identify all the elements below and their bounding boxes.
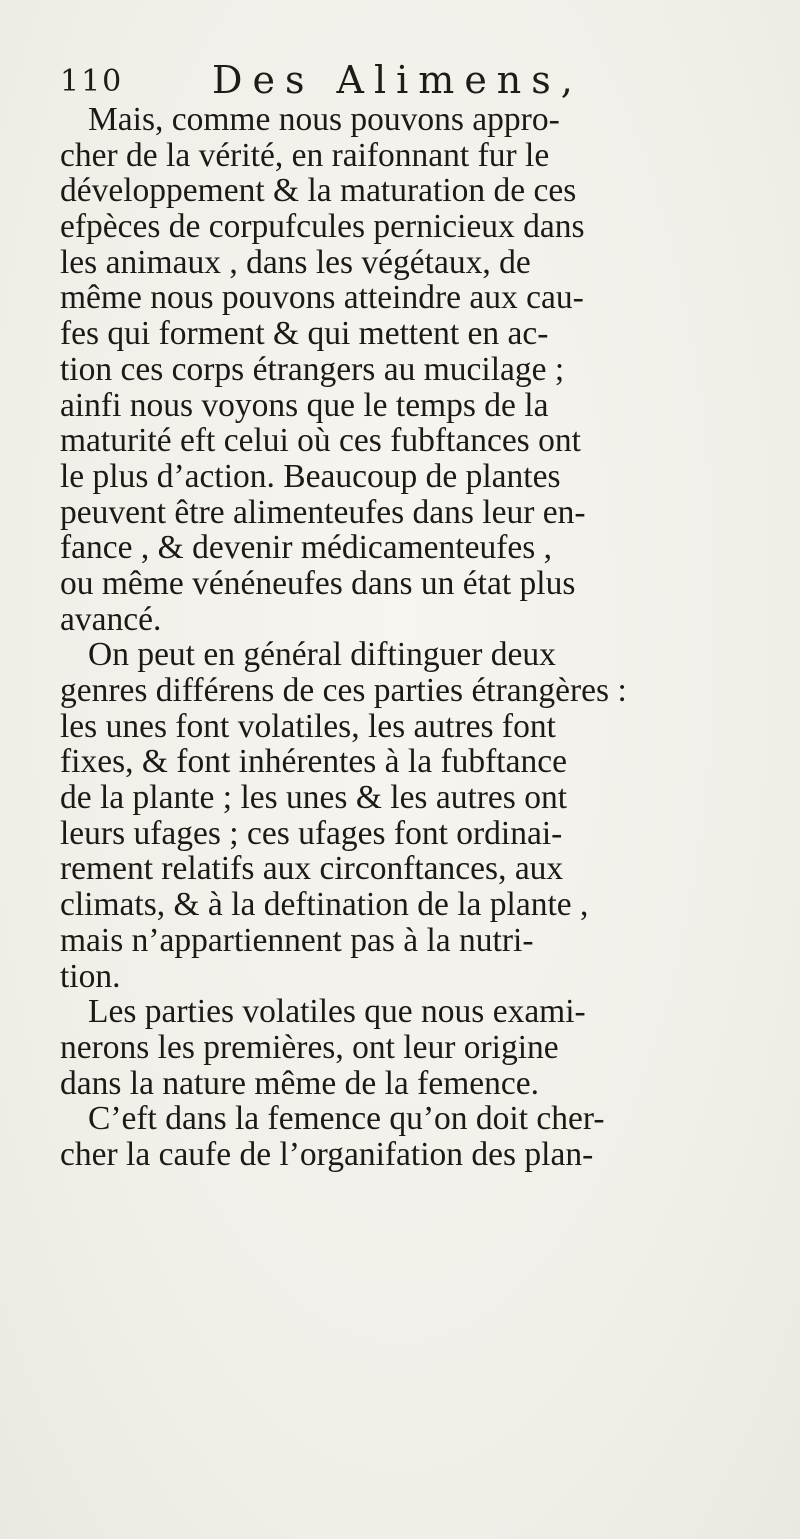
text-line: Les parties volatiles que nous exami- xyxy=(88,993,586,1031)
text-line: les unes font volatiles, les autres font xyxy=(60,707,556,745)
text-line: développement & la maturation de ces xyxy=(60,172,577,210)
text-line: fes qui forment & qui mettent en ac- xyxy=(60,315,549,353)
text-line: cher la caufe de l’organifation des plan- xyxy=(60,1135,594,1173)
text-line: ainfi nous voyons que le temps de la xyxy=(60,386,549,424)
text-line: de la plante ; les unes & les autres ont xyxy=(60,779,568,817)
text-line: fance , & devenir médicamenteufes , xyxy=(60,529,553,567)
text-line: climats, & à la deftination de la plante , xyxy=(60,886,589,924)
text-line: Mais, comme nous pouvons appro- xyxy=(88,101,560,138)
running-title: Des Alimens, xyxy=(212,58,583,102)
text-line: On peut en général diftinguer deux xyxy=(88,636,556,674)
text-line: cher de la vérité, en raifonnant fur le xyxy=(60,136,550,174)
body-text xyxy=(60,102,790,1173)
text-line: ou même vénéneufes dans un état plus xyxy=(60,564,576,602)
text-line: peuvent être alimenteufes dans leur en- xyxy=(60,493,586,531)
text-line: tion. xyxy=(60,957,121,995)
text-line: dans la nature même de la femence. xyxy=(60,1064,539,1102)
text-line: fixes, & font inhérentes à la fubftance xyxy=(60,743,567,781)
text-line: le plus d’action. Beaucoup de plantes xyxy=(60,457,561,495)
page-number: 110 xyxy=(60,64,124,99)
text-line: tion ces corps étrangers au mucilage ; xyxy=(60,350,565,388)
text-line: leurs ufages ; ces ufages font ordinai- xyxy=(60,814,563,852)
text-line: nerons les premières, ont leur origine xyxy=(60,1028,559,1066)
text-line: les animaux , dans les végétaux, de xyxy=(60,243,531,281)
text-line: rement relatifs aux circonftances, aux xyxy=(60,850,564,888)
text-line: C’eft dans la femence qu’on doit cher- xyxy=(88,1100,605,1138)
text-line: maturité eft celui où ces fubftances ont xyxy=(60,422,581,460)
text-line: même nous pouvons atteindre aux cau- xyxy=(60,279,584,317)
text-line: efpèces de corpufcules pernicieux dans xyxy=(60,208,585,246)
text-line: avancé. xyxy=(60,600,162,638)
text-line: genres différens de ces parties étrangères : xyxy=(60,672,627,709)
page-header xyxy=(60,58,780,104)
text-line: mais n’appartiennent pas à la nutri- xyxy=(60,921,534,959)
